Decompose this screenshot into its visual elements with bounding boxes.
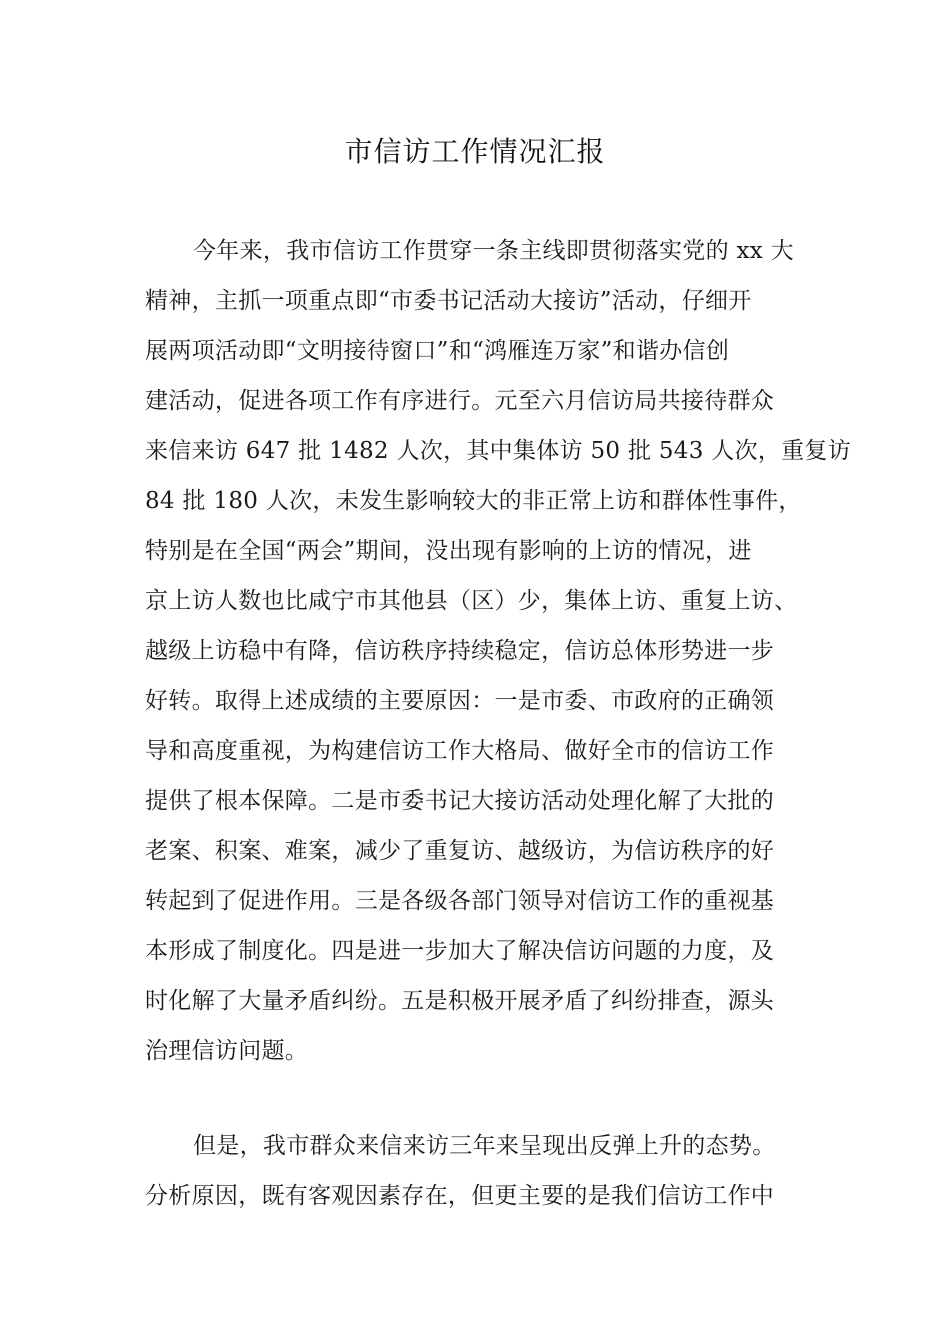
paragraph-line: 分析原因，既有客观因素存在，但更主要的是我们信访工作中 bbox=[145, 1183, 775, 1209]
paragraph-line: 导和高度重视，为构建信访工作大格局、做好全市的信访工作 bbox=[145, 738, 775, 764]
paragraph-line: 京上访人数也比咸宁市其他县（区）少，集体上访、重复上访、 bbox=[145, 588, 798, 614]
paragraph-line: 治理信访问题。 bbox=[145, 1038, 309, 1064]
paragraph-line: 但是，我市群众来信来访三年来呈现出反弹上升的态势。 bbox=[193, 1133, 776, 1159]
paragraph-line: 越级上访稳中有降，信访秩序持续稳定，信访总体形势进一步 bbox=[145, 638, 775, 664]
paragraph-line: 展两项活动即“文明接待窗口”和“鸿雁连万家”和谐办信创 bbox=[145, 338, 730, 364]
paragraph-line: 精神，主抓一项重点即“市委书记活动大接访”活动，仔细开 bbox=[145, 288, 752, 314]
paragraph-line: 建活动，促进各项工作有序进行。元至六月信访局共接待群众 bbox=[145, 388, 775, 414]
paragraph-1 bbox=[145, 226, 852, 1076]
paragraph-line: 本形成了制度化。四是进一步加大了解决信访问题的力度，及 bbox=[145, 938, 775, 964]
paragraph-line: 特别是在全国“两会”期间，没出现有影响的上访的情况，进 bbox=[145, 538, 752, 564]
paragraph-line: 今年来，我市信访工作贯穿一条主线即贯彻落实党的 xx 大 bbox=[193, 238, 794, 264]
paragraph-line: 来信来访 647 批 1482 人次，其中集体访 50 批 543 人次，重复访 bbox=[145, 438, 852, 464]
paragraph-2 bbox=[145, 1121, 835, 1221]
paragraph-line: 老案、积案、难案，减少了重复访、越级访，为信访秩序的好 bbox=[145, 838, 775, 864]
paragraph-line: 84 批 180 人次，未发生影响较大的非正常上访和群体性事件， bbox=[145, 488, 802, 514]
paragraph-line: 好转。取得上述成绩的主要原因：一是市委、市政府的正确领 bbox=[145, 688, 775, 714]
paragraph-line: 时化解了大量矛盾纠纷。五是积极开展矛盾了纠纷排查，源头 bbox=[145, 988, 775, 1014]
document-title: 市信访工作情况汇报 bbox=[344, 135, 606, 168]
paragraph-line: 转起到了促进作用。三是各级各部门领导对信访工作的重视基 bbox=[145, 888, 775, 914]
paragraph-line: 提供了根本保障。二是市委书记大接访活动处理化解了大批的 bbox=[145, 788, 775, 814]
